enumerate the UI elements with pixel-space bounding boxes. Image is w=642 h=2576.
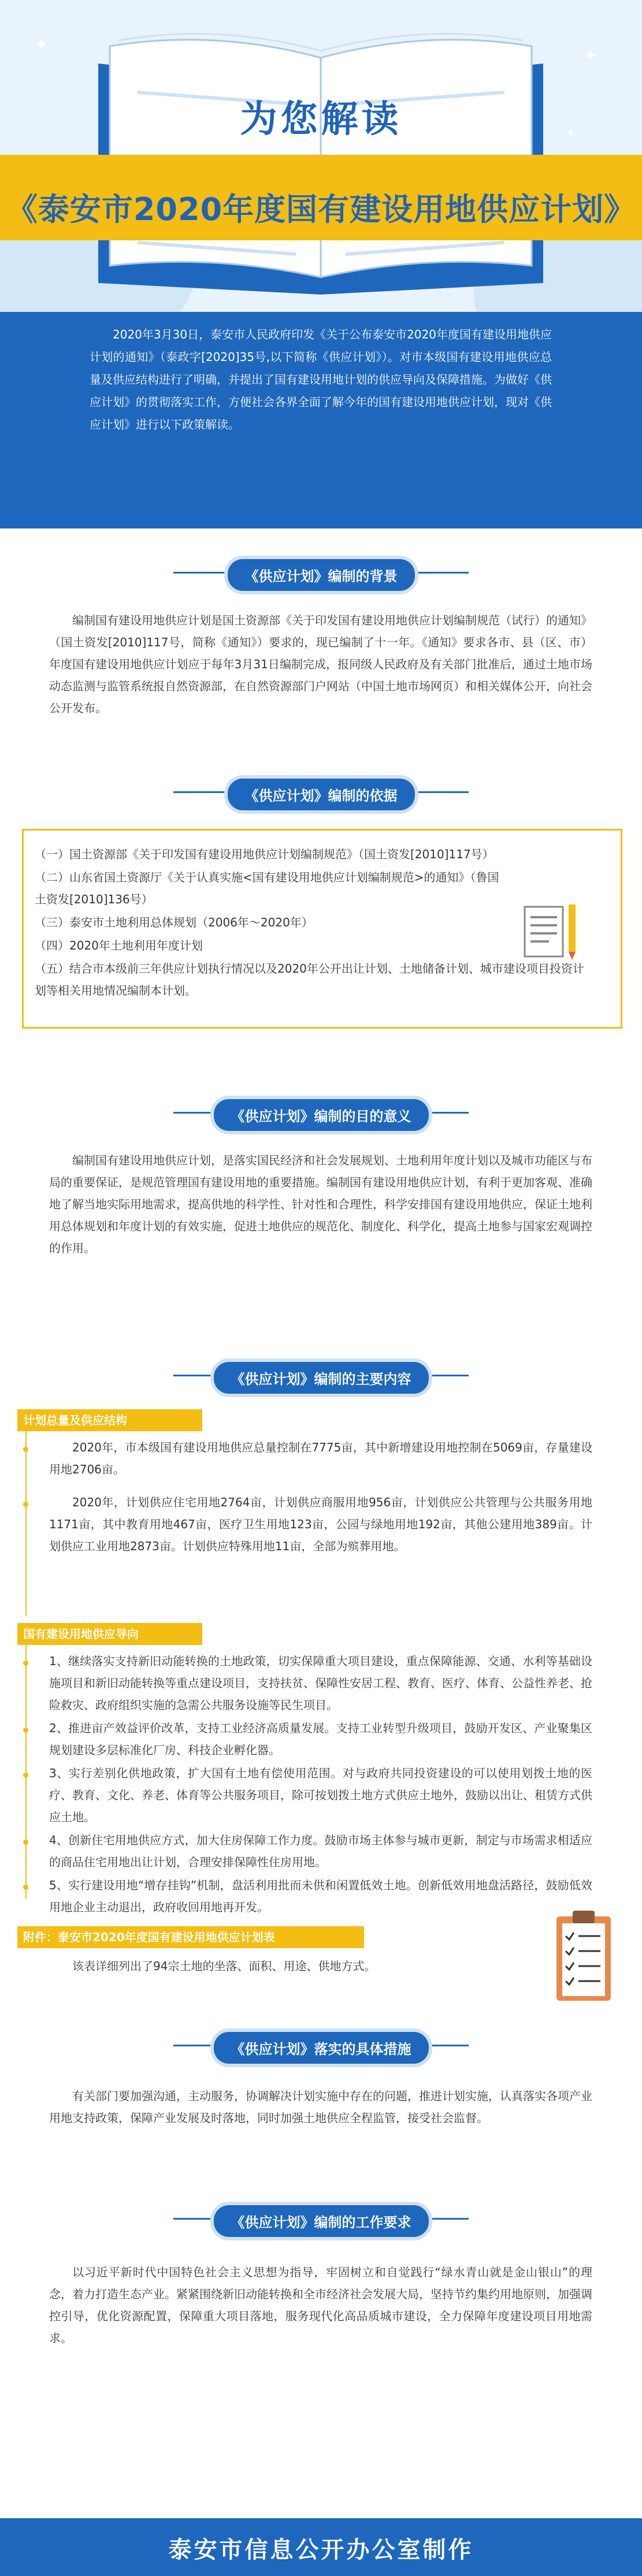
bullet-dot (23, 1447, 28, 1452)
section-title: 《供应计划》编制的背景 (228, 559, 415, 591)
footer-credit: 泰安市信息公开办公室制作 (168, 2536, 474, 2563)
basis-item: （二）山东省国土资源厅《关于认真实施<国有建设用地供应计划编制规范>的通知》（鲁国土资发[2010]136号） (35, 870, 499, 906)
subsection-label: 国有建设用地供应导向 (17, 1623, 202, 1645)
document-title: 《泰安市2020年度国有建设用地供应计划》 (6, 191, 636, 228)
clipboard-checklist-icon (552, 1906, 615, 2004)
attachment-label: 附件：泰安市2020年度国有建设用地供应计划表 (17, 1926, 364, 1948)
supply-structure-text: 2020年，计划供应住宅用地2764亩，计划供应商服用地956亩，计划供应公共管理与公共服务用地1171亩，其中教育用地467亩，医疗卫生用地123亩，公园与绿地用地192亩，其他公建用地389亩。计划供应工业用地2873亩。计划供应特殊用地11亩，全部为殡葬用地。 (49, 1495, 592, 1553)
section-title: 《供应计划》编制的主要内容 (214, 1362, 429, 1394)
guidance-item: 1、继续落实支持新旧动能转换的土地政策，切实保障重大项目建设，重点保障能源、交通、水利等基础设施项目和新旧动能转换等重点建设项目，支持扶贫、保障性安居工程、教育、医疗、体育、公益性养老、抢险救灾、政府组织实施的急需公共服务设施等民生项目。 (49, 1654, 592, 1712)
purpose-text: 编制国有建设用地供应计划，是落实国民经济和社会发展规划、土地利用年度计划以及城市功能区与布局的重要保证，是规范管理国有建设用地的重要措施。编制国有建设用地供应计划，有利于更加客观、准确地了解当地实际用地需求，提高供地的科学性、针对性和合理性，科学安排国有建设用地供应，保证土地利用总体规划和年度计划的有效实施，促进土地供应的规范化、制度化、科学化，提高土地参与国家宏观调控的作用。 (49, 1153, 592, 1255)
bullet-dot (23, 1885, 28, 1890)
bullet-dot (23, 1502, 28, 1507)
intro-text: 2020年3月30日，泰安市人民政府印发《关于公布泰安市2020年度国有建设用地供应计划的通知》（泰政字[2020]35号,以下简称《供应计划》）。对市本级国有建设用地供应总量及供应结构进行了明确，并提出了国有建设用地计划的供应导向及保障措施。为做好《供应计划》的贯彻落实工作，方便社会各界全面了解今年的国有建设用地供应计划，现对《供应计划》进行以下政策解读。 (90, 327, 552, 431)
document-pencil-icon (520, 901, 584, 965)
basis-item: （一）国土资源部《关于印发国有建设用地供应计划编制规范》（国土资发[2010]117号） (35, 847, 494, 861)
guidance-item: 2、推进亩产效益评价改革，支持工业经济高质量发展。支持工业转型升级项目，鼓励开发区、产业聚集区规划建设多层标准化厂房、科技企业孵化器。 (49, 1721, 592, 1757)
section-header-main (0, 1357, 642, 1393)
guidance-item: 3、实行差别化供地政策，扩大国有土地有偿使用范围。对与政府共同投资建设的可以使用划拨土地的医疗、教育、文化、养老、体育等公共服务项目，除可按划拨土地方式供应土地外，鼓励以出让、租赁方式供应土地。 (49, 1766, 592, 1824)
bullet-dot (23, 1728, 28, 1733)
section-title: 《供应计划》编制的目的意义 (214, 1099, 429, 1131)
basis-item: （三）泰安市土地利用总体规划（2006年～2020年） (35, 915, 313, 929)
supply-total-text: 2020年，市本级国有建设用地供应总量控制在7775亩，其中新增建设用地控制在5069亩，存量建设用地2706亩。 (49, 1440, 592, 1476)
section-header-measures (0, 2027, 642, 2063)
timeline-rule (25, 1645, 27, 1899)
sparkle-icon: ✦ (566, 127, 576, 139)
basis-item: （五）结合市本级前三年供应计划执行情况以及2020年公开出让计划、土地储备计划、城市建设项目投资计划等相关用地情况编制本计划。 (35, 962, 584, 997)
sparkle-icon: ✦ (35, 35, 49, 54)
section-header-background (0, 554, 642, 590)
basis-item: （四）2020年土地利用年度计划 (35, 939, 203, 952)
requirements-text: 以习近平新时代中国特色社会主义思想为指导，牢固树立和自觉践行“绿水青山就是金山银山”的理念，着力打造生态产业。紧紧围绕新旧动能转换和全市经济社会发展大局，坚持节约集约用地原则，加强调控引导，优化资源配置，保障重大项目落地，服务现代化高品质城市建设，全力保障年度建设项目用地需求。 (49, 2265, 592, 2345)
section-header-purpose (0, 1095, 642, 1130)
bullet-dot (23, 1661, 28, 1666)
hero-title: 为您解读 (240, 98, 402, 141)
section-title: 《供应计划》编制的工作要求 (214, 2205, 429, 2237)
measures-text: 有关部门要加强沟通，主动服务，协调解决计划实施中存在的问题，推进计划实施，认真落实各项产业用地支持政策，保障产业发展及时落地，同时加强土地供应全程监管，接受社会监督。 (49, 2089, 592, 2125)
timeline-rule (25, 1431, 27, 1616)
background-text: 编制国有建设用地供应计划是国土资源部《关于印发国有建设用地供应计划编制规范（试行）的通知》（国土资发[2010]117号，简称《通知》）要求的，现已编制了十一年。《通知》要求各市、县（区、市）年度国有建设用地供应计划应于每年3月31日编制完成，报同级人民政府及有关部门批准后，通过土地市场动态监测与监管系统报自然资源部，在自然资源部门户网站（中国土地市场网页）和相关媒体公开，向社会公开发布。 (49, 613, 592, 715)
attachment-text: 该表详细列出了94宗土地的坐落、面积、用途、供地方式。 (72, 1959, 376, 1973)
guidance-item: 4、创新住宅用地供应方式，加大住房保障工作力度。鼓励市场主体参与城市更新，制定与市场需求相适应的商品住宅用地出让计划，合理安排保障性住房用地。 (49, 1833, 592, 1869)
bullet-dot (23, 1773, 28, 1778)
subsection-label: 计划总量及供应结构 (17, 1409, 202, 1431)
section-header-basis (0, 774, 642, 810)
bullet-dot (23, 1840, 28, 1845)
section-title: 《供应计划》落实的具体措施 (214, 2032, 429, 2064)
sparkle-icon: ✦ (584, 46, 598, 65)
section-title: 《供应计划》编制的依据 (228, 779, 415, 810)
guidance-item: 5、实行建设用地“增存挂钩”机制，盘活利用批而未供和闲置低效土地。创新低效用地盘活路径，鼓励低效用地企业主动退出，政府收回用地再开发。 (49, 1878, 592, 1914)
section-header-requirements (0, 2201, 642, 2236)
hero-banner-area (0, 0, 642, 312)
